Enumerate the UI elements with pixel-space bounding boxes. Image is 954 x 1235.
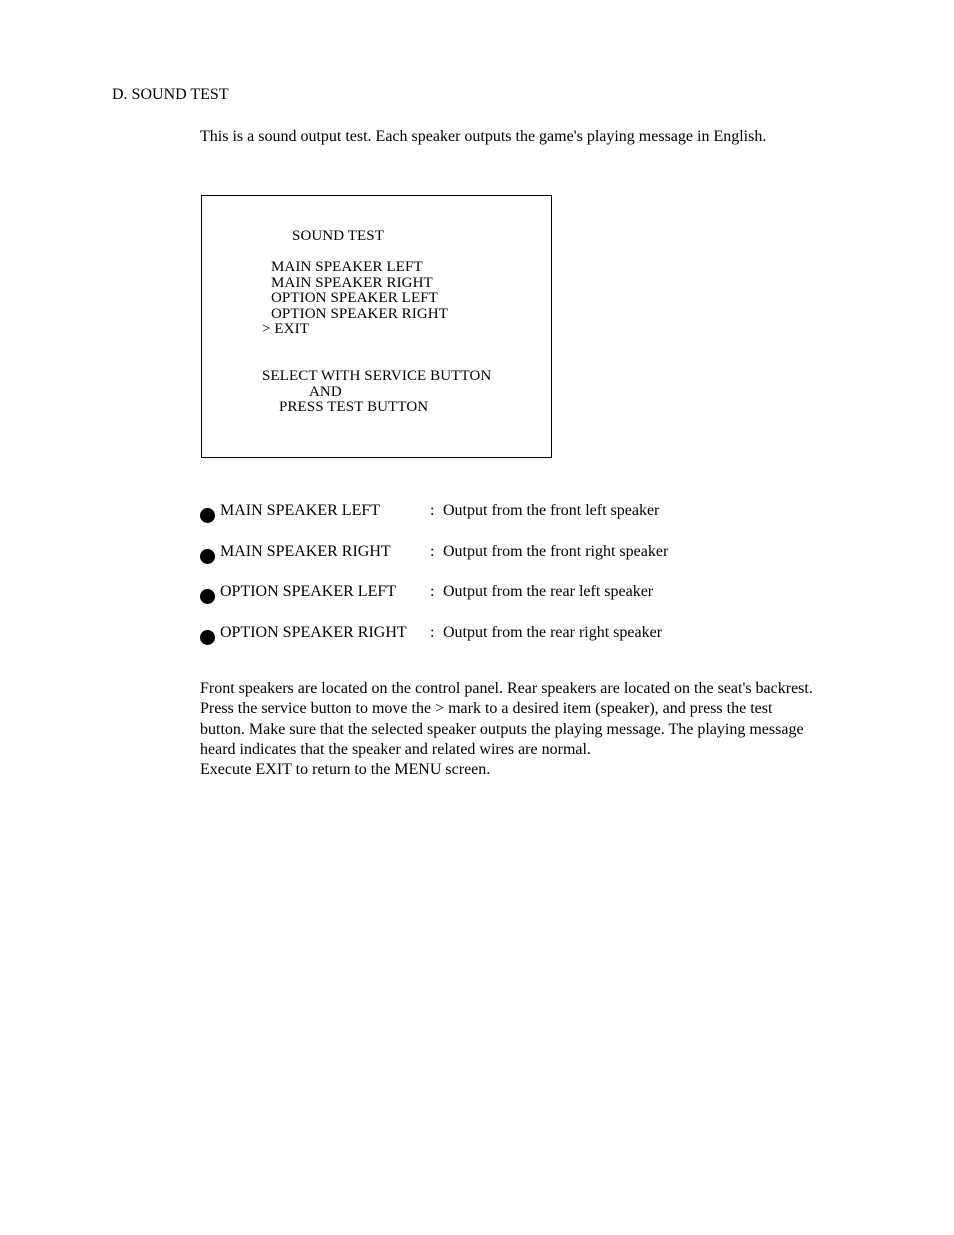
menu-list — [262, 260, 448, 338]
intro-text: This is a sound output test. Each speaker outputs the game's playing message in English. — [200, 128, 767, 145]
bullet-icon — [200, 508, 215, 523]
explanation-paragraph — [200, 679, 880, 780]
description-name: MAIN SPEAKER LEFT — [220, 502, 381, 519]
description-separator: : — [430, 583, 435, 600]
description-name: OPTION SPEAKER LEFT — [220, 583, 397, 600]
description-text: Output from the front left speaker — [443, 502, 660, 519]
section-heading: D. SOUND TEST — [112, 86, 229, 103]
screen-title: SOUND TEST — [292, 228, 384, 244]
bullet-icon — [200, 549, 215, 564]
description-separator: : — [430, 542, 435, 560]
description-text: Output from the front right speaker — [443, 542, 669, 560]
paragraph-line: heard indicates that the speaker and related wires are normal. — [200, 740, 591, 758]
instruction-line-and: AND — [309, 383, 342, 400]
selection-cursor: > — [262, 321, 271, 337]
description-name: MAIN SPEAKER RIGHT — [220, 542, 391, 560]
description-name: OPTION SPEAKER RIGHT — [220, 623, 407, 641]
menu-item-main-speaker-right: MAIN SPEAKER RIGHT — [271, 274, 433, 291]
menu-item-exit: > EXIT — [262, 321, 309, 337]
menu-item-option-speaker-left: OPTION SPEAKER LEFT — [271, 290, 438, 306]
menu-item-main-speaker-left: MAIN SPEAKER LEFT — [271, 259, 423, 275]
description-text: Output from the rear left speaker — [443, 583, 654, 600]
bullet-icon — [200, 630, 215, 645]
instruction-line-press: PRESS TEST BUTTON — [279, 399, 429, 415]
paragraph-line: Execute EXIT to return to the MENU screen. — [200, 761, 491, 779]
instruction-line-select: SELECT WITH SERVICE BUTTON — [262, 368, 492, 384]
description-text: Output from the rear right speaker — [443, 623, 663, 641]
paragraph-line: Front speakers are located on the control panel. Rear speakers are located on the seat's backrest. — [200, 680, 813, 697]
description-separator: : — [430, 502, 435, 519]
screen-instructions — [262, 369, 491, 416]
paragraph-line: Press the service button to move the > mark to a desired item (speaker), and press the test — [200, 700, 773, 718]
bullet-icon — [200, 589, 215, 604]
description-separator: : — [430, 623, 435, 641]
menu-item-option-speaker-right: OPTION SPEAKER RIGHT — [271, 305, 449, 322]
paragraph-line: button. Make sure that the selected speaker outputs the playing message. The playing message — [200, 720, 804, 738]
sound-test-screen — [201, 195, 552, 458]
